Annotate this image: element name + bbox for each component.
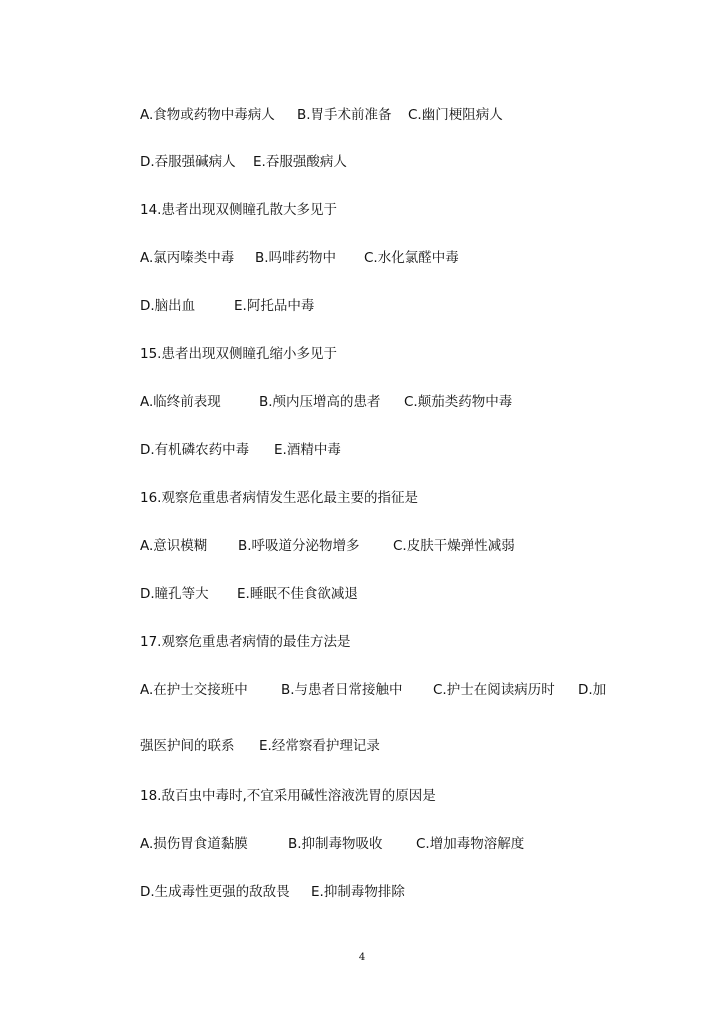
option-a: A.意识模糊 [140, 538, 208, 554]
option-d: D.瞳孔等大 [140, 586, 209, 602]
question-18-stem: 18.敌百虫中毒时,不宜采用碱性溶液洗胃的原因是 [140, 788, 436, 804]
option-row [0, 441, 724, 459]
option-d: D.脑出血 [140, 298, 196, 314]
option-b: B.胃手术前准备 [297, 107, 392, 123]
option-c: C.水化氯醛中毒 [364, 250, 459, 266]
option-b: B.吗啡药物中 [255, 250, 337, 266]
option-e: E.睡眠不佳食欲减退 [237, 586, 358, 602]
option-a: A.损伤胃食道黏膜 [140, 836, 248, 852]
option-a: A.食物或药物中毒病人 [140, 107, 275, 123]
option-row [0, 393, 724, 411]
option-row [0, 883, 724, 901]
option-a: A.氯丙嗪类中毒 [140, 250, 235, 266]
page-number: 4 [358, 952, 366, 963]
question-stem [0, 787, 724, 805]
option-row [0, 835, 724, 853]
question-stem [0, 345, 724, 363]
question-stem [0, 633, 724, 651]
option-row [0, 681, 724, 699]
option-row [0, 585, 724, 603]
option-c: C.幽门梗阻病人 [408, 107, 503, 123]
option-c: C.皮肤干燥弹性减弱 [393, 538, 515, 554]
option-e: E.经常察看护理记录 [259, 738, 380, 754]
option-e: E.阿托品中毒 [234, 298, 315, 314]
option-d: D.生成毒性更强的敌敌畏 [140, 884, 290, 900]
option-b: B.抑制毒物吸收 [288, 836, 383, 852]
option-c: C.颠茄类药物中毒 [404, 394, 513, 410]
question-stem [0, 201, 724, 219]
option-row [0, 737, 724, 755]
option-row [0, 297, 724, 315]
option-row [0, 106, 724, 124]
option-b: B.呼吸道分泌物增多 [238, 538, 360, 554]
question-14-stem: 14.患者出现双侧瞳孔散大多见于 [140, 202, 337, 218]
question-15-stem: 15.患者出现双侧瞳孔缩小多见于 [140, 346, 337, 362]
option-c: C.增加毒物溶解度 [416, 836, 525, 852]
option-row [0, 537, 724, 555]
option-d-continued: 强医护间的联系 [140, 738, 235, 754]
option-row [0, 153, 724, 171]
option-d: D.吞服强碱病人 [140, 154, 236, 170]
option-e: E.吞服强酸病人 [253, 154, 347, 170]
option-d: D.有机磷农药中毒 [140, 442, 250, 458]
option-c: C.护士在阅读病历时 [433, 682, 555, 698]
option-e: E.抑制毒物排除 [311, 884, 405, 900]
question-stem [0, 489, 724, 507]
option-a: A.在护士交接班中 [140, 682, 248, 698]
option-a: A.临终前表现 [140, 394, 221, 410]
option-e: E.酒精中毒 [274, 442, 341, 458]
option-b: B.颅内压增高的患者 [259, 394, 381, 410]
question-16-stem: 16.观察危重患者病情发生恶化最主要的指征是 [140, 490, 418, 506]
question-17-stem: 17.观察危重患者病情的最佳方法是 [140, 634, 351, 650]
option-row [0, 249, 724, 267]
option-b: B.与患者日常接触中 [281, 682, 403, 698]
option-d: D.加 [578, 682, 607, 698]
